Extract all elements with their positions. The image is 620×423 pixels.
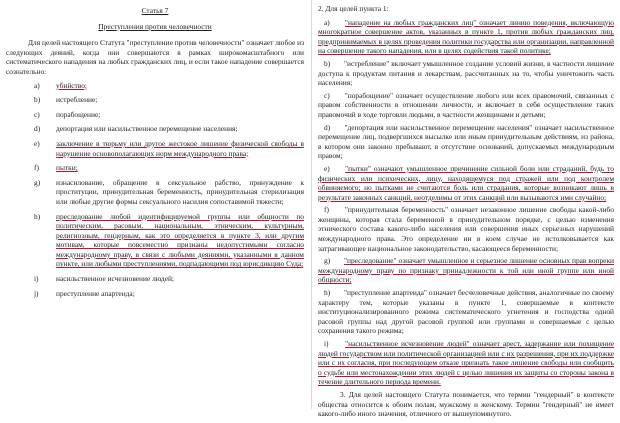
list-item-h <box>6 212 304 270</box>
list-item-a <box>6 81 304 91</box>
item-label: d) <box>324 122 331 132</box>
item-label: c) <box>34 109 40 119</box>
paragraph-3: 3. Для целей настоящего Статута понимается, что термин "гендерный" в контексте общества относится к обоим полам, мужскому и женскому. Термин "гендерный" не имеет какого-либо иного значения, отличного от вышеупомянутого. <box>318 389 614 419</box>
item-text: "нападение на любых гражданских лиц" означает линию поведения, включающую многократное совершение актов, указанных в пункте 1, против любых гражданских лиц, предпринимаемых в целях проведения политики государства или организации, направленной на совершение такого нападения, или в целях содействия такой политике; <box>318 17 614 56</box>
item-label: a) <box>324 17 330 27</box>
definition-a <box>318 18 614 56</box>
item-label: h) <box>324 288 331 298</box>
list-item-d <box>6 124 304 134</box>
paragraph-1: Для целей настоящего Статута "преступление против человечности" означает любое из следующих деяний, когда они совершаются в рамках широкомасштабного или систематического нападения на любых гражданских лиц, и если такое нападение совершается сознательно: <box>6 38 304 76</box>
list-item-c <box>6 110 304 120</box>
list-item-i <box>6 274 304 284</box>
item-label: a) <box>34 80 40 90</box>
item-text: убийство; <box>56 80 87 90</box>
item-label: d) <box>34 124 41 134</box>
item-label: g) <box>324 256 331 266</box>
list-item-e <box>6 139 304 158</box>
definition-d <box>318 123 614 161</box>
item-label: e) <box>324 163 330 173</box>
definition-b <box>318 59 614 88</box>
item-text: "принудительная беременность" означает незаконное лишение свободы какой-либо женщины, которая стала беременной в принудительном порядке, с целью изменения этнического состава какого-либо населения или совершения иных серьезных нарушений международного права. Это определение ни в коем случае не истолковывается как затрагивающее национальное законодательство, касающееся беременности; <box>318 205 614 253</box>
item-label: b) <box>324 58 331 68</box>
item-label: h) <box>34 211 41 221</box>
item-label: i) <box>324 339 329 348</box>
item-text: пытки; <box>56 163 78 173</box>
column-divider <box>311 0 312 409</box>
item-label: g) <box>34 177 41 187</box>
item-text: изнасилование, обращение в сексуальное рабство, принуждение к проституции, принудительная беременность, принудительная стерилизация или любые другие формы сексуального насилия сопоставимой тяжести; <box>56 177 304 206</box>
definition-c <box>318 91 614 120</box>
item-text: преступление апартеида; <box>56 288 135 298</box>
definition-f <box>318 205 614 253</box>
item-label: f) <box>34 163 39 173</box>
item-text: "пытки" означают умышленное причинение сильной боли или страданий, будь то физических или психических, лицу, находящемуся под стражей или под контролем обвиняемого; но пытками не считаются боль или страдания, которые возникают лишь в результате законных санкций, неотделимы от этих санкций или вызываются ими случайно; <box>318 163 614 202</box>
item-label: j) <box>34 288 39 298</box>
item-text: насильственное исчезновение людей; <box>56 274 174 284</box>
list-item-j <box>6 289 304 299</box>
item-label: b) <box>34 95 41 105</box>
item-text: "насильственное исчезновение людей" означает арест, задержание или похищение людей государством или политической организацией или с их разрешения, при их поддержке или с их согласия, при последующем отказе признать такое лишение свободы или сообщить о судьбе или местонахождении этих людей с целью лишения их защиты со стороны закона в течение длительного периода времени. <box>318 339 614 387</box>
item-label: e) <box>34 138 40 148</box>
item-text: истребление; <box>56 95 98 105</box>
left-column <box>6 0 304 303</box>
list-item-f <box>6 163 304 173</box>
definition-h <box>318 288 614 336</box>
article-subtitle: Преступления против человечности <box>98 21 212 31</box>
item-text: "истребление" включает умышленное создание условий жизни, в частности лишение доступа к продуктам питания и лекарствам, рассчитанных на то, чтобы уничтожить часть населения; <box>318 58 614 88</box>
item-text: "депортация или насильственное перемещение населения" означает насильственное перемещение лиц, подвергшихся высылке или иным принудительным действиям, из района, в котором они законно пребывают, в отсутствие оснований, допускаемых международным правом; <box>318 122 614 161</box>
item-label: i) <box>34 274 39 284</box>
definition-i <box>318 339 614 387</box>
item-text: порабощение; <box>56 109 101 119</box>
definition-e <box>318 164 614 202</box>
paragraph-2: 2. Для целей пункта 1: <box>318 4 389 13</box>
item-label: f) <box>324 205 329 215</box>
list-item-b <box>6 95 304 105</box>
right-column <box>318 0 614 423</box>
definition-g <box>318 256 614 285</box>
article-title: Статья 7 <box>141 6 169 15</box>
item-text: преследование любой идентифицируемой группы или общности по политическим, расовым, национальным, этническим, культурным, религиозным, гендерным, как это определяется в пункте 3, или другим мотивам, которые повсеместно признаны недопустимыми согласно международному праву, в связи с любыми деяниями, указанными в данном пункте, или любыми преступлениями, подпадающими под юрисдикцию Суда; <box>56 211 304 269</box>
item-text: "преследование" означает умышленное и серьезное лишение основных прав вопреки международному праву по признаку принадлежности к той или иной группе или иной общности; <box>318 256 614 285</box>
list-item-g <box>6 178 304 207</box>
item-text: "преступление апартеида" означает бесчеловечные действия, аналогичные по своему характеру тем, которые указаны в пункте 1, совершаемые в контексте институционализированного режима систематического угнетения и господства одной расовой группы над другой расовой группой или группами и совершаемые с целью сохранения такого режима; <box>318 288 614 336</box>
item-text: депортация или насильственное перемещение населения; <box>56 124 238 134</box>
item-label: c) <box>324 90 330 100</box>
item-text: заключение в тюрьму или другое жестокое лишение физической свободы в нарушение основополагающих норм международного права; <box>56 138 304 158</box>
item-text: "порабощение" означает осуществление любого или всех правомочий, связанных с правом собственности в отношении личности, и включает в себя осуществление таких правомочий в ходе торговли людьми, в частности женщинами и детьми; <box>318 90 614 119</box>
